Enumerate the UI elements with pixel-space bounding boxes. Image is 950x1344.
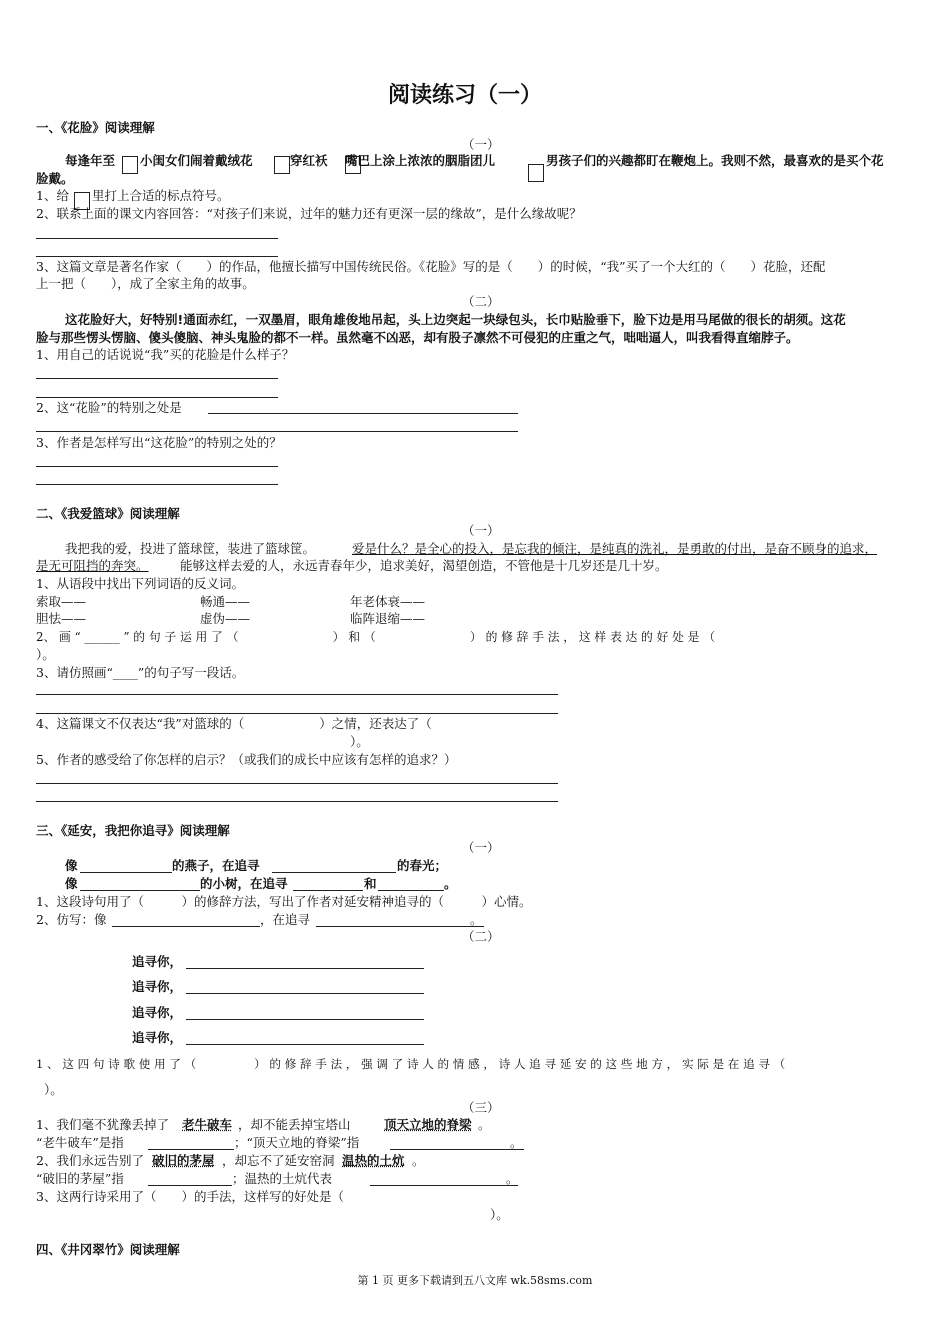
- s3-r6: ）。: [490, 1207, 509, 1222]
- blank-line[interactable]: [112, 926, 260, 927]
- antonym-6: 临阵退缩——: [350, 611, 426, 626]
- s3-poem-l1c: 的春光；: [397, 858, 448, 873]
- s3-r2b: ；“顶天立地的脊梁”指: [234, 1135, 360, 1150]
- answer-line[interactable]: [36, 397, 278, 398]
- antonym-3: 年老体衰——: [350, 594, 426, 609]
- s1-passage-seg3: 穿红袄: [290, 153, 328, 168]
- s3-part3-label: （三）: [462, 1100, 500, 1115]
- s2-passage-underlined-end: 是无可阻挡的奔突。: [36, 558, 149, 573]
- s1-q3-line1: 3、这篇文章是著名作家（ ）的作品，他擅长描写中国传统民俗。《花脸》写的是（ ）的时候，“我”买了一个大红的（ ）花脸，还配: [36, 259, 826, 274]
- answer-line[interactable]: [36, 713, 558, 714]
- s3-r4b: ；温热的土炕代表: [232, 1171, 333, 1186]
- answer-line[interactable]: [36, 694, 558, 695]
- s1-q6: 3、作者是怎样写出“这花脸”的特别之处的？: [36, 435, 282, 450]
- s3-r3a: 2、我们永远告别了: [36, 1153, 144, 1168]
- s3-q3-line2: ）。: [44, 1082, 63, 1097]
- section-3-heading: 三、《延安，我把你追寻》阅读理解: [36, 823, 230, 838]
- punctuation-box-2[interactable]: [274, 156, 290, 174]
- answer-line[interactable]: [36, 466, 278, 467]
- s3-r2a: “老牛破车”是指: [36, 1135, 124, 1150]
- s2-q2-line1: 2、 画 “ ______ ” 的 句 子 运 用 了 （ ） 和 （ ） 的 修 辞 手 法 ， 这 样 表 达 的 好 处 是 （: [36, 630, 716, 644]
- s2-q3: 3、请仿照画“____”的句子写一段话。: [36, 665, 245, 680]
- s3-r4a: “破旧的茅屋”指: [36, 1171, 124, 1186]
- s3-r1e: 。: [478, 1117, 491, 1132]
- answer-line[interactable]: [186, 993, 424, 994]
- s3-r4c: 。: [506, 1171, 519, 1186]
- s3-poem-l1a: 像: [65, 858, 78, 873]
- s3-poem-l2b: 的小树，在追寻: [200, 876, 288, 891]
- answer-line[interactable]: [208, 413, 518, 414]
- s1-part2-line1: 这花脸好大，好特别!通面赤红，一双墨眉，眼角雄俊地吊起，头上边突起一块绿包头，长巾贴脸垂下，脸下边是用马尾做的很长的胡须。这花: [65, 312, 846, 327]
- s1-q4: 1、用自己的话说说“我”买的花脸是什么样子？: [36, 347, 295, 362]
- s1-part2-line2: 脸与那些愣头愣脑、傻头傻脑、神头鬼脸的都不一样。虽然毫不凶恶，却有股子凛然不可侵犯的庄重之气，咄咄逼人，叫我看得直缩脖子。: [36, 330, 799, 345]
- chase-line-2: 追寻你，: [132, 979, 183, 994]
- s3-r3-keyword-2: 温热的土炕: [342, 1153, 405, 1168]
- antonym-2: 畅通——: [200, 594, 251, 609]
- s1-part2-label: （二）: [462, 294, 500, 309]
- answer-line[interactable]: [186, 968, 424, 969]
- s3-r1a: 1、我们毫不犹豫丢掉了: [36, 1117, 169, 1132]
- s1-q3-line2: 上一把（ ），成了全家主角的故事。: [36, 276, 255, 291]
- antonym-4: 胆怯——: [36, 611, 87, 626]
- s2-part-label: （一）: [462, 523, 500, 538]
- s3-q2c: 。: [470, 912, 483, 927]
- answer-line[interactable]: [36, 801, 558, 802]
- blank-line[interactable]: [80, 890, 200, 891]
- punctuation-box-4[interactable]: [528, 164, 544, 182]
- s3-q2a: 2、仿写：像: [36, 912, 107, 927]
- page-footer: 第 1 页 更多下载请到五八文库 wk.58sms.com: [357, 1274, 593, 1287]
- s2-q5: 5、作者的感受给了你怎样的启示？（或我们的成长中应该有怎样的追求？）: [36, 752, 457, 767]
- antonym-5: 虚伪——: [200, 611, 251, 626]
- s3-poem-l1b: 的燕子，在追寻: [172, 858, 260, 873]
- answer-line[interactable]: [36, 238, 278, 239]
- blank-line[interactable]: [390, 1149, 524, 1150]
- s3-r2c: 。: [510, 1135, 523, 1150]
- s2-q4-line2: ）。: [350, 734, 369, 749]
- chase-line-3: 追寻你，: [132, 1005, 183, 1020]
- chase-line-4: 追寻你，: [132, 1030, 183, 1045]
- section-2-heading: 二、《我爱篮球》阅读理解: [36, 506, 180, 521]
- blank-line[interactable]: [370, 1185, 518, 1186]
- s3-r5: 3、这两行诗采用了（ ）的手法，这样写的好处是（: [36, 1189, 344, 1204]
- s3-r3-keyword: 破旧的茅屋: [152, 1153, 215, 1168]
- chase-line-1: 追寻你，: [132, 954, 183, 969]
- s3-r1-keyword: 老牛破车: [182, 1117, 233, 1132]
- s3-r3e: 。: [412, 1153, 425, 1168]
- s2-passage-underlined: 爱是什么？是全心的投入，是忘我的倾注，是纯真的洗礼，是勇敢的付出，是奋不顾身的追求，: [352, 541, 878, 556]
- blank-line[interactable]: [378, 890, 444, 891]
- s2-passage-a: 我把我的爱，投进了篮球筐，装进了篮球筐。: [65, 541, 316, 556]
- s3-poem-l2a: 像: [65, 876, 78, 891]
- blank-line[interactable]: [148, 1149, 234, 1150]
- page-title: 阅读练习（一）: [388, 83, 543, 108]
- answer-line[interactable]: [36, 378, 278, 379]
- blank-line[interactable]: [272, 872, 396, 873]
- s1-q2: 2、联系上面的课文内容回答：“对孩子们来说，过年的魅力还有更深一层的缘故”，是什么缘故呢？: [36, 206, 582, 221]
- answer-line[interactable]: [36, 484, 278, 485]
- blank-line[interactable]: [316, 926, 484, 927]
- section-1-heading: 一、《花脸》阅读理解: [36, 120, 155, 135]
- s3-r1-keyword-2: 顶天立地的脊梁: [384, 1117, 472, 1132]
- s2-q1: 1、从语段中找出下列词语的反义词。: [36, 576, 244, 591]
- s1-part1-label: （一）: [462, 137, 500, 152]
- antonym-1: 索取——: [36, 594, 87, 609]
- s1-passage-seg1: 每逢年至: [65, 153, 116, 168]
- s1-passage-seg4: 嘴巴上涂上浓浓的胭脂团儿: [345, 153, 496, 168]
- s3-q1: 1、这段诗句用了（ ）的修辞方法，写出了作者对延安精神追寻的（ ）心情。: [36, 894, 532, 909]
- blank-line[interactable]: [148, 1185, 232, 1186]
- s2-q2-line2: ）。: [36, 647, 55, 662]
- answer-line[interactable]: [186, 1019, 424, 1020]
- s3-poem-l2c: 和: [364, 876, 377, 891]
- s1-passage-seg2: 小闺女们闹着戴绒花: [140, 153, 253, 168]
- punctuation-box-1[interactable]: [122, 156, 138, 174]
- s3-r1c: ，却不能丢掉宝塔山: [238, 1117, 351, 1132]
- s2-q4-line1: 4、这篇课文不仅表达“我”对篮球的（ ）之情，还表达了（: [36, 716, 432, 731]
- s2-passage-d: 能够这样去爱的人，永远青春年少，追求美好，渴望创造，不管他是十几岁还是几十岁。: [180, 558, 668, 573]
- s1-passage-seg5: 男孩子们的兴趣都盯在鞭炮上。我则不然，最喜欢的是买个花: [546, 153, 884, 168]
- s3-part2-label: （二）: [462, 929, 500, 944]
- blank-line[interactable]: [80, 872, 172, 873]
- s3-r3c: ，却忘不了延安窑洞: [222, 1153, 335, 1168]
- s3-q3-line1: 1 、 这 四 句 诗 歌 使 用 了 （ ） 的 修 辞 手 法 ， 强 调 了 诗 人 的 情 感 ， 诗 人 追 寻 延 安 的 这 些 地 方 ， 实 际 是 在 追 寻 （: [36, 1057, 786, 1071]
- s1-passage-seg6: 脸戴。: [36, 171, 74, 186]
- section-4-heading: 四、《井冈翠竹》阅读理解: [36, 1242, 180, 1257]
- s3-q2b: ，在追寻: [260, 912, 311, 927]
- s1-q1-start: 1、给: [36, 188, 69, 203]
- answer-line[interactable]: [36, 783, 558, 784]
- answer-line[interactable]: [36, 256, 278, 257]
- answer-line[interactable]: [186, 1044, 424, 1045]
- s3-part1-label: （一）: [462, 840, 500, 855]
- s1-q5: 2、这“花脸”的特别之处是: [36, 400, 182, 415]
- s1-q1-end: 里打上合适的标点符号。: [92, 188, 230, 203]
- blank-line[interactable]: [293, 890, 363, 891]
- s3-poem-l2d: 。: [444, 876, 457, 891]
- answer-line[interactable]: [36, 431, 518, 432]
